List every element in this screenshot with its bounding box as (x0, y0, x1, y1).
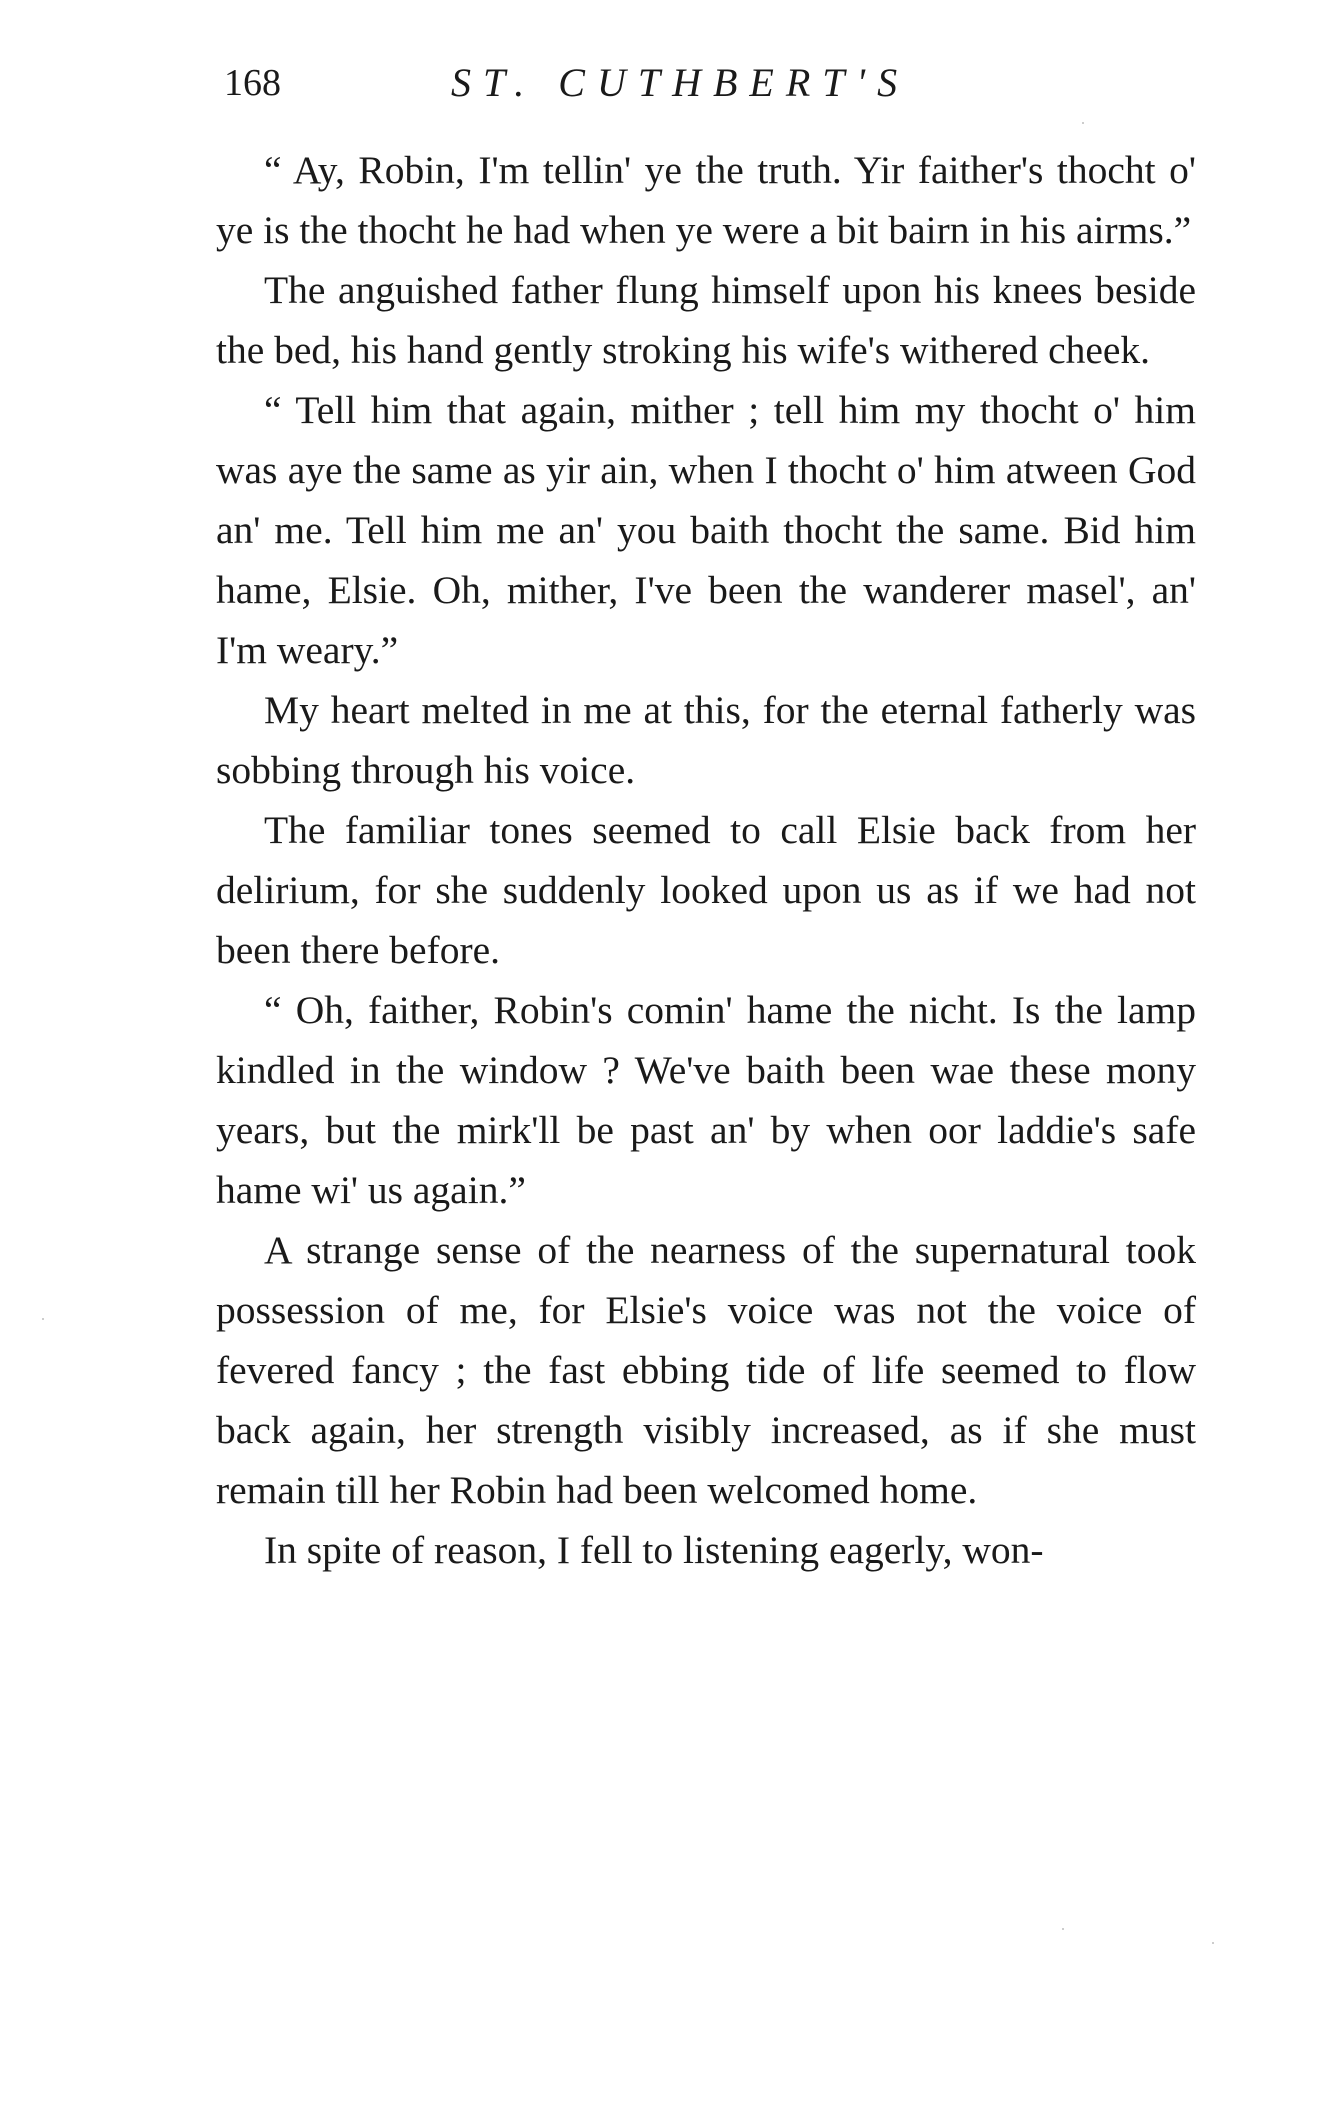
paragraph: The anguished father flung himself upon his knees beside the bed, his hand gently stroking his wife's withered cheek. (216, 268, 1196, 372)
body-text (216, 140, 1196, 1580)
running-head (216, 52, 1196, 112)
paper-speck (1212, 1942, 1214, 1944)
paragraph: “ Ay, Robin, I'm tellin' ye the truth. Yir faither's thocht o' ye is the thocht he had when ye were a bit bairn in his airms.” (216, 148, 1196, 252)
paragraph: In spite of reason, I fell to listening eagerly, won- (264, 1528, 1044, 1572)
paper-speck (1082, 122, 1084, 124)
paragraph: The familiar tones seemed to call Elsie back from her delirium, for she suddenly looked upon us as if we had not been there before. (216, 808, 1196, 972)
page-number: 168 (224, 62, 281, 104)
running-title: ST. CUTHBERT'S (451, 60, 910, 105)
paragraph: My heart melted in me at this, for the eternal fatherly was sobbing through his voice. (216, 688, 1196, 792)
paper-speck (1062, 1928, 1064, 1930)
paragraph: A strange sense of the nearness of the supernatural took possession of me, for Elsie's voice was not the voice of fevered fancy ; the fast ebbing tide of life seemed to flow back again, her strength visibly increased, as if she must remain till her Robin had been welcomed home. (216, 1228, 1196, 1512)
paper-speck (42, 1318, 44, 1320)
paragraph: “ Oh, faither, Robin's comin' hame the nicht. Is the lamp kindled in the window ? We've baith been wae these mony years, but the mirk'll be past an' by when oor laddie's safe hame wi' us again.” (216, 988, 1196, 1212)
paragraph: “ Tell him that again, mither ; tell him my thocht o' him was aye the same as yir ain, when I thocht o' him atween God an' me. Tell him me an' you baith thocht the same. Bid him hame, Elsie. Oh, mither, I've been the wanderer masel', an' I'm weary.” (216, 388, 1196, 672)
